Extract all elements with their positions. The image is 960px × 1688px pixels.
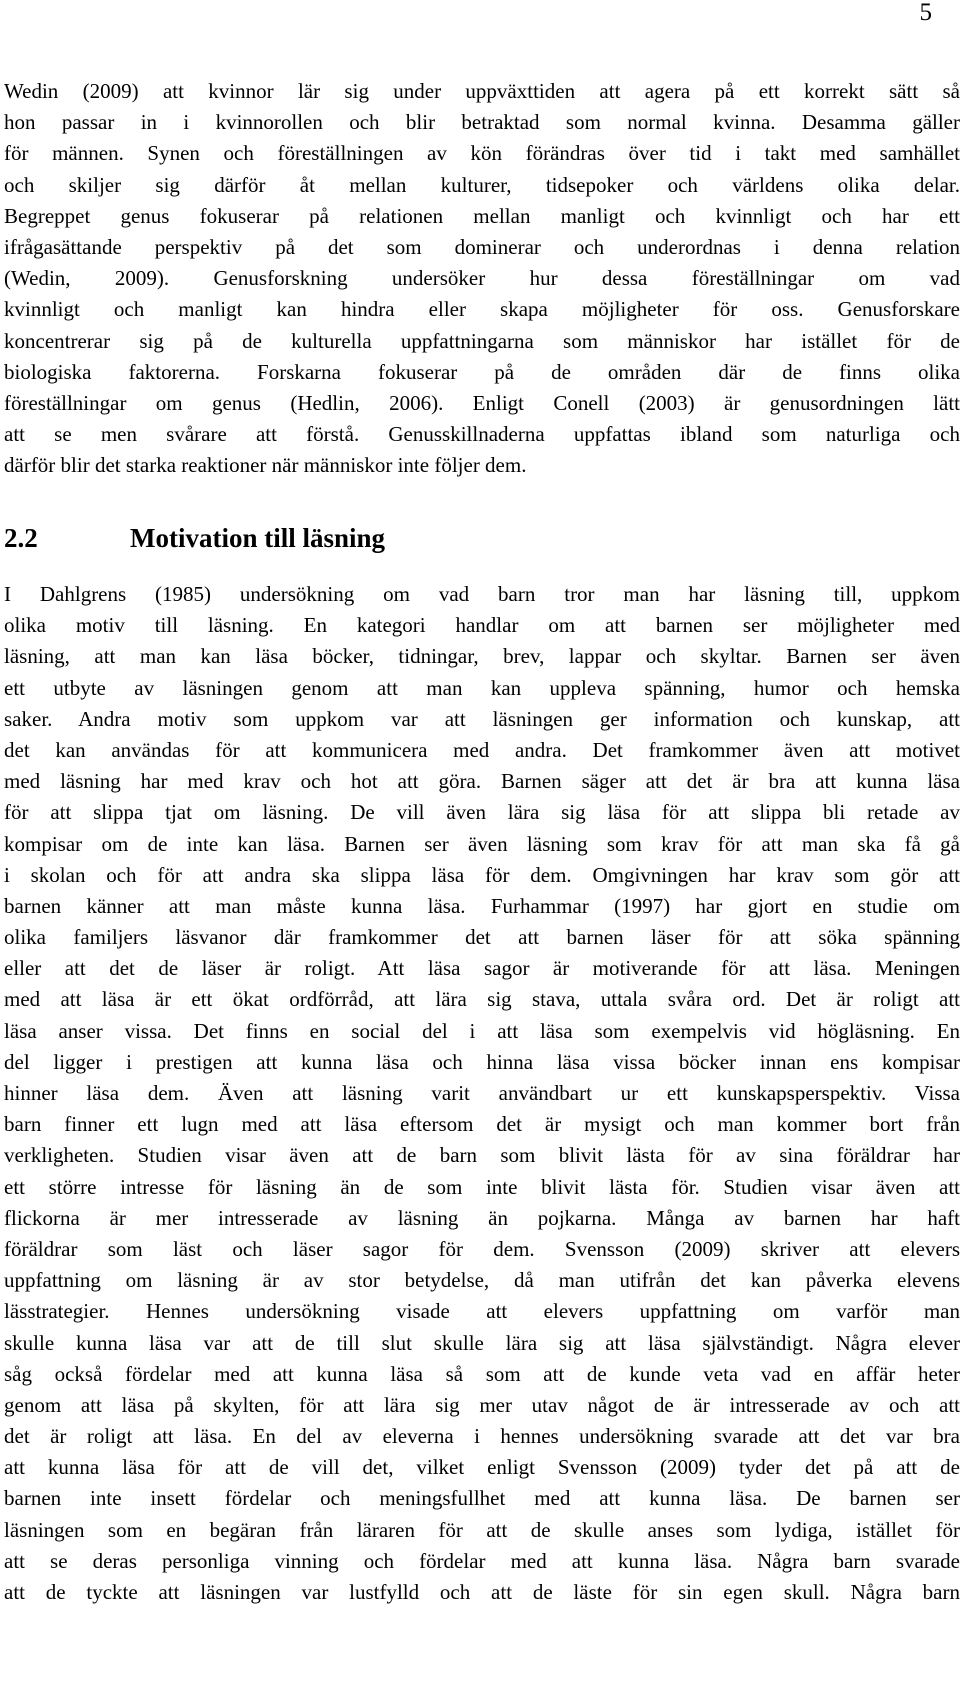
text-line: eller att det de läser är roligt. Att läsa sagor är motiverande för att läsa. Meningen bbox=[4, 956, 960, 981]
text-line: olika motiv till läsning. En kategori handlar om att barnen ser möjligheter med bbox=[4, 613, 960, 638]
text-line: skulle kunna läsa var att de till slut skulle lära sig att läsa självständigt. Några elever bbox=[4, 1330, 960, 1355]
text-line: verkligheten. Studien visar även att de barn som blivit lästa för av sina föräldrar har bbox=[4, 1143, 960, 1168]
text-line: Wedin (2009) att kvinnor lär sig under uppväxttiden att agera på ett korrekt sätt så bbox=[4, 79, 960, 103]
text-line: att de tyckte att läsningen var lustfylld och att de läste för sin egen skull. Några barn bbox=[4, 1580, 960, 1604]
text-line: det är roligt att läsa. En del av eleverna i hennes undersökning svarade att det var bra bbox=[4, 1424, 960, 1449]
section-heading bbox=[4, 521, 385, 555]
text-line: föräldrar som läst och läser sagor för dem. Svensson (2009) skriver att elevers bbox=[4, 1236, 960, 1261]
text-line: koncentrerar sig på de kulturella uppfattningarna som människor har istället för de bbox=[4, 328, 960, 353]
text-line: och skiljer sig därför åt mellan kulturer, tidsepoker och världens olika delar. bbox=[4, 172, 960, 197]
text-line: lässtrategier. Hennes undersökning visade att elevers uppfattning om varför man bbox=[4, 1299, 960, 1324]
page-number: 5 bbox=[919, 0, 932, 26]
body-paragraph-reading-motivation bbox=[4, 579, 960, 1608]
text-line: saker. Andra motiv som uppkom var att läsningen ger information och kunskap, att bbox=[4, 706, 960, 731]
text-line: för att slippa tjat om läsning. De vill även lära sig läsa för att slippa bli retade av bbox=[4, 800, 960, 825]
text-line: ifrågasättande perspektiv på det som dominerar och underordnas i denna relation bbox=[4, 234, 960, 259]
text-line: föreställningar om genus (Hedlin, 2006). Enligt Conell (2003) är genusordningen lätt bbox=[4, 390, 960, 415]
text-line: kvinnligt och manligt kan hindra eller skapa möjligheter för oss. Genusforskare bbox=[4, 297, 960, 322]
text-line: I Dahlgrens (1985) undersökning om vad barn tror man har läsning till, uppkom bbox=[4, 582, 960, 606]
text-line: barnen inte insett fördelar och meningsfullhet med att kunna läsa. De barnen ser bbox=[4, 1486, 960, 1511]
text-line: (Wedin, 2009). Genusforskning undersöker hur dessa föreställningar om vad bbox=[4, 266, 960, 291]
text-line: såg också fördelar med att kunna läsa så som att de kunde veta vad en affär heter bbox=[4, 1361, 960, 1386]
text-line: i skolan och för att andra ska slippa läsa för dem. Omgivningen har krav som gör att bbox=[4, 862, 960, 887]
text-line: det kan användas för att kommunicera med andra. Det framkommer även att motivet bbox=[4, 737, 960, 762]
text-line: läsningen som en begäran från läraren för att de skulle anses som lydiga, istället för bbox=[4, 1517, 960, 1542]
text-line: läsning, att man kan läsa böcker, tidningar, brev, lappar och skyltar. Barnen ser även bbox=[4, 644, 960, 669]
text-line: Begreppet genus fokuserar på relationen mellan manligt och kvinnligt och har ett bbox=[4, 203, 960, 228]
text-line: ett större intresse för läsning än de som inte blivit lästa för. Studien visar även att bbox=[4, 1174, 960, 1199]
text-line: kompisar om de inte kan läsa. Barnen ser även läsning som krav för att man ska få gå bbox=[4, 831, 960, 856]
section-title: Motivation till läsning bbox=[130, 523, 386, 553]
text-line: ett utbyte av läsningen genom att man kan uppleva spänning, humor och hemska bbox=[4, 675, 960, 700]
text-line: olika familjers läsvanor där framkommer det att barnen läser för att söka spänning bbox=[4, 925, 960, 950]
text-line: med läsning har med krav och hot att göra. Barnen säger att det är bra att kunna läsa bbox=[4, 769, 960, 794]
body-paragraph-gender bbox=[4, 76, 960, 481]
text-line: läsa anser vissa. Det finns en social del i att läsa som exempelvis vid högläsning. En bbox=[4, 1018, 960, 1043]
text-line: för männen. Synen och föreställningen av kön förändras över tid i takt med samhället bbox=[4, 141, 960, 166]
text-line: därför blir det starka reaktioner när människor inte följer dem. bbox=[4, 453, 527, 478]
text-line: genom att läsa på skylten, för att lära sig mer utav något de är intresserade av och att bbox=[4, 1392, 960, 1417]
text-line: att kunna läsa för att de vill det, vilket enligt Svensson (2009) tyder det på att de bbox=[4, 1455, 960, 1480]
text-line: hinner läsa dem. Även att läsning varit användbart ur ett kunskapsperspektiv. Vissa bbox=[4, 1081, 960, 1105]
section-number: 2.2 bbox=[4, 523, 38, 553]
text-line: att se deras personliga vinning och fördelar med att kunna läsa. Några barn svarade bbox=[4, 1548, 960, 1573]
text-line: uppfattning om läsning är av stor betydelse, då man utifrån det kan påverka elevens bbox=[4, 1268, 960, 1293]
text-line: med att läsa är ett ökat ordförråd, att lära sig stava, uttala svåra ord. Det är roligt att bbox=[4, 987, 960, 1012]
text-line: flickorna är mer intresserade av läsning än pojkarna. Många av barnen har haft bbox=[4, 1205, 960, 1230]
text-line: hon passar in i kvinnorollen och blir betraktad som normal kvinna. Desamma gäller bbox=[4, 110, 960, 135]
text-line: barn finner ett lugn med att läsa eftersom det är mysigt och man kommer bort från bbox=[4, 1112, 960, 1137]
text-line: att se men svårare att förstå. Genusskillnaderna uppfattas ibland som naturliga och bbox=[4, 422, 960, 447]
text-line: biologiska faktorerna. Forskarna fokuserar på de områden där de finns olika bbox=[4, 359, 960, 384]
text-line: barnen känner att man måste kunna läsa. Furhammar (1997) har gjort en studie om bbox=[4, 893, 960, 918]
text-line: del ligger i prestigen att kunna läsa och hinna läsa vissa böcker innan ens kompisar bbox=[4, 1049, 960, 1074]
